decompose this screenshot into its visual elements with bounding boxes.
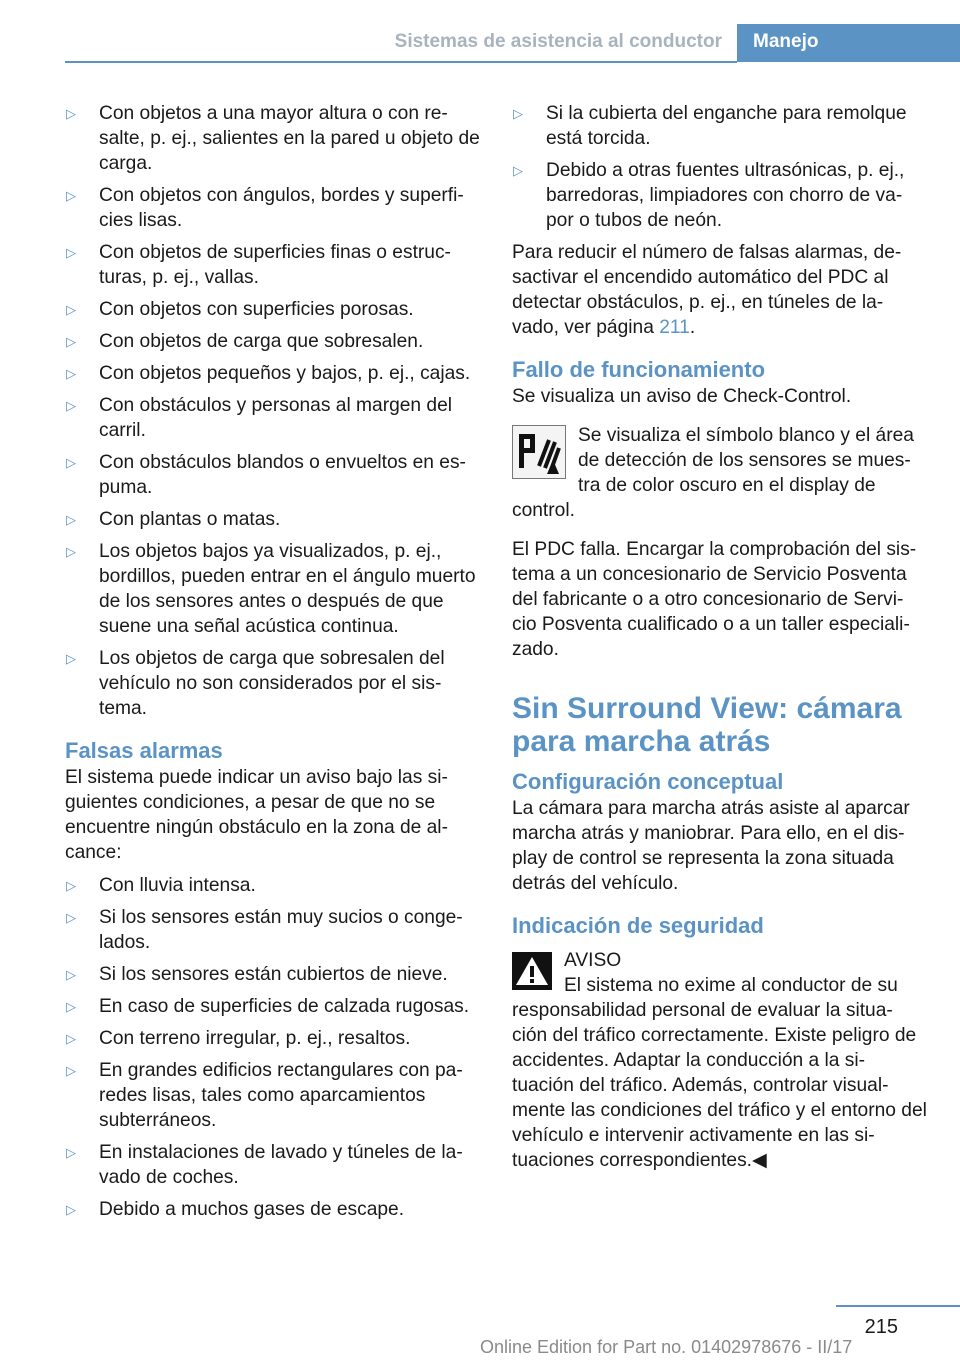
list-item: ▷ En caso de superficies de calzada rugosas.: [65, 994, 480, 1019]
fallo-icon-paragraph: [512, 423, 928, 523]
surround-view-heading: Sin Surround View: cámara para marcha atrás: [512, 692, 902, 758]
list-item: ▷ En grandes edificios rectangulares con pa- redes lisas, tales como aparcamientos subterráneos.: [65, 1058, 480, 1133]
header-rule: [65, 61, 737, 63]
warning-paragraph: [512, 948, 928, 1173]
aviso-text: El sistema no exime al conductor de su responsabilidad personal de evaluar la situa- ción del tráfico correctamente. Existe peligro de accidentes. Adaptar la conducción a la si- tuación del tráfico. Además, controlar visual- mente las condiciones del tráfico y el entorno del vehículo e intervenir activamente en las si- tuaciones correspondientes.◀: [512, 975, 927, 1171]
header-chapter-tab: Manejo: [737, 24, 960, 62]
false-alarm-conditions-list: [65, 873, 480, 1222]
list-item: ▷ Los objetos bajos ya visualizados, p. ej., bordillos, pueden entrar en el ángulo muerto de los sensores antes o después de que suene una señal acústica continua.: [65, 539, 480, 639]
fallo-text: Se visualiza un aviso de Check-Control.: [512, 386, 852, 407]
list-item: ▷ Con objetos a una mayor altura o con re- salte, p. ej., salientes en la pared u objeto de carga.: [65, 101, 480, 176]
list-item: ▷ Con lluvia intensa.: [65, 873, 480, 898]
reduce-text-end: .: [689, 317, 696, 338]
list-item: ▷ Con objetos de superficies finas o estruc- turas, p. ej., vallas.: [65, 240, 480, 290]
list-item: ▷ Con obstáculos y personas al margen del carril.: [65, 393, 480, 443]
header-section-title: Sistemas de asistencia al conductor: [394, 31, 722, 52]
warning-triangle-icon: [512, 952, 552, 990]
list-item: ▷ Con objetos con ángulos, bordes y superfi- cies lisas.: [65, 183, 480, 233]
safety-heading: Indicación de seguridad: [512, 913, 764, 938]
false-alarm-conditions-list-continued: [512, 101, 928, 233]
list-item: ▷ Debido a muchos gases de escape.: [65, 1197, 480, 1222]
list-item: ▷ Con plantas o matas.: [65, 507, 480, 532]
limitations-list: [65, 101, 480, 721]
page-header: [0, 0, 960, 62]
list-item: ▷ Si la cubierta del enganche para remolque está torcida.: [512, 101, 928, 151]
page-number: 215: [864, 1316, 898, 1338]
right-column: [512, 101, 928, 1173]
list-item: ▷ Con terreno irregular, p. ej., resaltos.: [65, 1026, 480, 1051]
falsas-alarmas-heading: Falsas alarmas: [65, 738, 223, 763]
list-item: ▷ Con objetos de carga que sobresalen.: [65, 329, 480, 354]
list-item: ▷ Si los sensores están muy sucios o conge- lados.: [65, 905, 480, 955]
list-item: ▷ Con objetos pequeños y bajos, p. ej., cajas.: [65, 361, 480, 386]
list-item: ▷ Con obstáculos blandos o envueltos en es- puma.: [65, 450, 480, 500]
footer-rule: [836, 1305, 960, 1307]
pdc-sensor-icon: [512, 425, 566, 479]
config-text: La cámara para marcha atrás asiste al aparcar marcha atrás y maniobrar. Para ello, en el dis- play de control se representa la zona situada detrás del vehículo.: [512, 798, 910, 894]
falsas-alarmas-intro: El sistema puede indicar un aviso bajo las si- guientes condiciones, a pesar de que no se encuentre ningún obstáculo en la zona de al- cance:: [65, 767, 448, 863]
fallo-service-text: El PDC falla. Encargar la comprobación del sis- tema a un concesionario de Servicio Posventa del fabricante o a otro concesionario de Servi- cio Posventa cualificado o a un taller especiali- zado.: [512, 539, 917, 660]
left-column: [65, 101, 480, 1229]
page-reference-link[interactable]: 211: [659, 317, 690, 338]
list-item: ▷ Si los sensores están cubiertos de nieve.: [65, 962, 480, 987]
list-item: ▷ En instalaciones de lavado y túneles de la- vado de coches.: [65, 1140, 480, 1190]
edition-watermark: Online Edition for Part no. 01402978676 - II/17: [480, 1337, 853, 1357]
reduce-text: Para reducir el número de falsas alarmas, de- sactivar el encendido automático del PDC al detectar obstáculos, p. ej., en túneles de la- vado, ver página: [512, 242, 902, 338]
aviso-label: AVISO: [564, 950, 622, 971]
fallo-heading: Fallo de funcionamiento: [512, 357, 766, 382]
list-item: ▷ Los objetos de carga que sobresalen del vehículo no son considerados por el sis- tema.: [65, 646, 480, 721]
reduce-false-alarms-text: [512, 240, 928, 340]
list-item: ▷ Con objetos con superficies porosas.: [65, 297, 480, 322]
list-item: ▷ Debido a otras fuentes ultrasónicas, p. ej., barredoras, limpiadores con chorro de va- por o tubos de neón.: [512, 158, 928, 233]
fallo-icon-text: Se visualiza el símbolo blanco y el área de detección de los sensores se mues- tra de color oscuro en el display de control.: [512, 425, 914, 521]
config-heading: Configuración conceptual: [512, 769, 784, 794]
